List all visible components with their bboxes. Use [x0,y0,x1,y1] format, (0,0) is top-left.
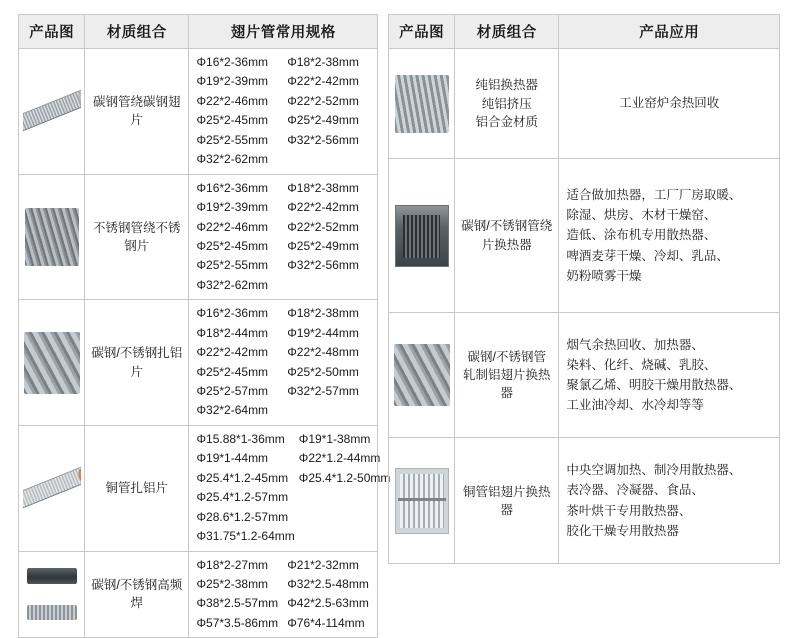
application-line: 工业窑炉余热回收 [619,96,720,111]
spec-item: Φ18*2-44mm [196,325,269,340]
spec-list [192,53,374,170]
spec-item: Φ28.6*1.2-57mm [196,509,289,524]
material-label: 碳钢/不锈钢高频焊 [91,578,183,611]
spec-item: Φ25*2-45mm [196,238,269,253]
spec-item: Φ22*2-48mm [287,345,359,360]
spec-item: Φ22*2-42mm [287,200,359,215]
left-header-product-image: 产品图 [19,15,85,49]
copper-tube-aluminium-fin-icon [23,459,81,517]
steel-stainless-rolled-aluminium-fin-exchanger-icon [393,340,451,410]
product-image-cell [19,174,85,300]
material-line: 铝合金材质 [475,114,539,129]
spec-item: Φ32*2-56mm [287,132,359,147]
table-row [19,425,378,551]
material-label: 不锈钢管绕不锈钢片 [93,220,181,253]
spec-item: Φ19*1-38mm [298,431,371,446]
application-text [562,335,776,416]
spec-item: Φ22*2-42mm [196,345,269,360]
heat-exchanger-application-table [388,14,780,564]
right-header-product-image: 产品图 [389,15,455,49]
spec-item: Φ16*2-36mm [196,306,269,321]
spec-cell [189,174,378,300]
application-cell [559,312,780,438]
left-table-header [19,15,378,49]
spec-item: Φ31.75*1.2-64mm [196,529,295,544]
spec-item: Φ22*1.2-44mm [298,451,381,466]
material-label: 碳钢管绕碳钢翅片 [93,95,181,128]
spec-item: Φ16*2-36mm [196,180,269,195]
table-row [389,49,780,159]
spec-list [192,430,391,547]
spec-item: Φ19*2-44mm [287,325,359,340]
spec-cell [189,49,378,175]
spec-item: Φ18*2-38mm [287,306,359,321]
application-line: 烟气余热回收、加热器、 [566,337,704,352]
spec-list [192,556,374,634]
spec-item: Φ38*2.5-57mm [196,596,279,611]
material-line: 轧制铝翅片换热器 [463,368,551,401]
spec-item: Φ18*2-27mm [196,557,269,572]
product-image-cell [389,49,455,159]
spec-item: Φ18*2-38mm [287,180,359,195]
material-label: 铜管铝翅片换热器 [463,484,551,517]
product-image-cell [19,425,85,551]
spec-item: Φ25*2-45mm [196,364,269,379]
spec-item: Φ25*2-55mm [196,132,269,147]
table-row [389,438,780,564]
material-cell [455,312,559,438]
application-text [562,185,776,286]
spec-item: Φ16*2-36mm [196,55,269,69]
material-cell [85,425,189,551]
spec-item: Φ22*2-42mm [287,74,359,89]
spec-item: Φ25*2-38mm [196,576,269,591]
application-line: 茶叶烘干专用散热器、 [566,503,692,518]
material-line: 纯铝挤压 [481,96,532,111]
spec-item: Φ32*2-56mm [287,258,359,273]
finned-tube-spec-table [18,14,391,638]
right-table-body [389,49,780,564]
spec-item: Φ25.4*1.2-50mm [298,470,391,485]
spec-item: Φ18*2-38mm [287,55,359,69]
spec-item: Φ25.4*1.2-57mm [196,490,289,505]
spec-item: Φ22*2-52mm [287,219,359,234]
application-line: 除湿、烘房、木材干燥窑、 [566,208,717,223]
spec-item: Φ22*2-52mm [287,93,359,108]
spec-item: Φ32*2.5-48mm [287,576,369,591]
product-image-cell [19,300,85,426]
material-cell [85,551,189,638]
left-header-material: 材质组合 [85,15,189,49]
spec-item: Φ42*2.5-63mm [287,596,369,611]
spec-cell [189,300,378,426]
application-line: 奶粉喷雾干燥 [566,268,642,283]
spec-item: Φ32*2-62mm [196,152,269,167]
product-image-cell [19,551,85,638]
spec-list [192,179,374,296]
table-row [389,312,780,438]
material-cell [85,174,189,300]
spec-spacer [299,508,391,527]
spec-item: Φ25*2-45mm [196,113,269,128]
table-row [19,49,378,175]
spec-item: Φ32*2-62mm [196,277,269,292]
spec-list [192,304,374,421]
spec-item: Φ32*2-57mm [287,384,359,398]
finned-tube-carbon-steel-icon [23,82,81,140]
spec-item: Φ76*4-114mm [287,615,365,630]
aluminium-extruded-tube-bundle-icon [393,69,451,139]
application-line: 中央空调加热、制冷用散热器、 [566,463,742,478]
table-row [19,174,378,300]
spec-cell [189,425,391,551]
spec-cell [189,551,378,638]
application-cell [559,438,780,564]
application-line: 染料、化纤、烧碱、乳胶、 [566,357,717,372]
spec-item: Φ19*2-39mm [196,74,269,89]
material-label [458,76,555,130]
spec-item: Φ25*2-49mm [287,238,359,253]
spec-item: Φ32*2-64mm [196,403,269,418]
material-label: 碳钢/不锈钢管绕片换热器 [461,219,553,252]
table-row [389,159,780,313]
product-image-cell [389,312,455,438]
material-cell [85,49,189,175]
copper-aluminium-fin-exchanger-icon [393,466,451,536]
application-line: 适合做加热器，工厂厂房取暖、 [566,187,742,202]
spec-item: Φ19*1-44mm [196,451,269,466]
spec-item: Φ57*3.5-86mm [196,615,279,630]
application-line: 造低、涂布机专用散热器、 [566,228,717,243]
table-row [19,300,378,426]
application-line: 聚氯乙烯、明胶干燥用散热器、 [566,378,742,393]
rolled-aluminium-fin-tubes-icon [23,328,81,398]
application-text [562,93,776,113]
spec-spacer [299,488,391,507]
material-line: 碳钢/不锈钢管 [467,350,547,364]
material-label [458,348,555,402]
product-image-cell [19,49,85,175]
left-table-body [19,49,391,638]
spec-item: Φ25.4*1.2-45mm [196,470,289,485]
right-header-material: 材质组合 [455,15,559,49]
spec-item: Φ22*2-46mm [196,93,269,108]
material-cell [455,49,559,159]
spec-item: Φ25*2-57mm [196,384,269,398]
spec-item: Φ25*2-49mm [287,113,359,128]
table-row [19,551,378,638]
spec-item: Φ25*2-50mm [287,364,359,379]
high-frequency-welded-fin-tube-icon [23,565,81,623]
spec-item: Φ22*2-46mm [196,219,269,234]
material-cell [85,300,189,426]
application-line: 工业油冷却、水冷却等等 [566,398,704,413]
material-label: 碳钢/不锈钢扎铝片 [91,346,183,379]
material-label: 铜管扎铝片 [105,481,169,496]
application-cell [559,159,780,313]
stainless-tube-bundle-icon [23,202,81,272]
application-line: 表冷器、冷凝器、食品、 [566,483,704,498]
application-line: 啤酒麦芽干燥、冷却、乳品、 [566,248,729,263]
product-image-cell [389,438,455,564]
product-image-cell [389,159,455,313]
material-cell [455,438,559,564]
application-line: 胶化干燥专用散热器 [566,523,679,538]
application-text [562,460,776,541]
application-cell [559,49,780,159]
steel-stainless-wound-fin-exchanger-icon [393,201,451,271]
left-header-specs: 翅片管常用规格 [189,15,378,49]
right-table-header [389,15,780,49]
material-line: 纯铝换热器 [475,78,539,93]
right-header-application: 产品应用 [559,15,780,49]
spec-item: Φ15.88*1-36mm [196,431,285,446]
spec-item: Φ21*2-32mm [287,557,359,572]
spec-item: Φ25*2-55mm [196,258,269,273]
material-cell [455,159,559,313]
spec-item: Φ19*2-39mm [196,200,269,215]
